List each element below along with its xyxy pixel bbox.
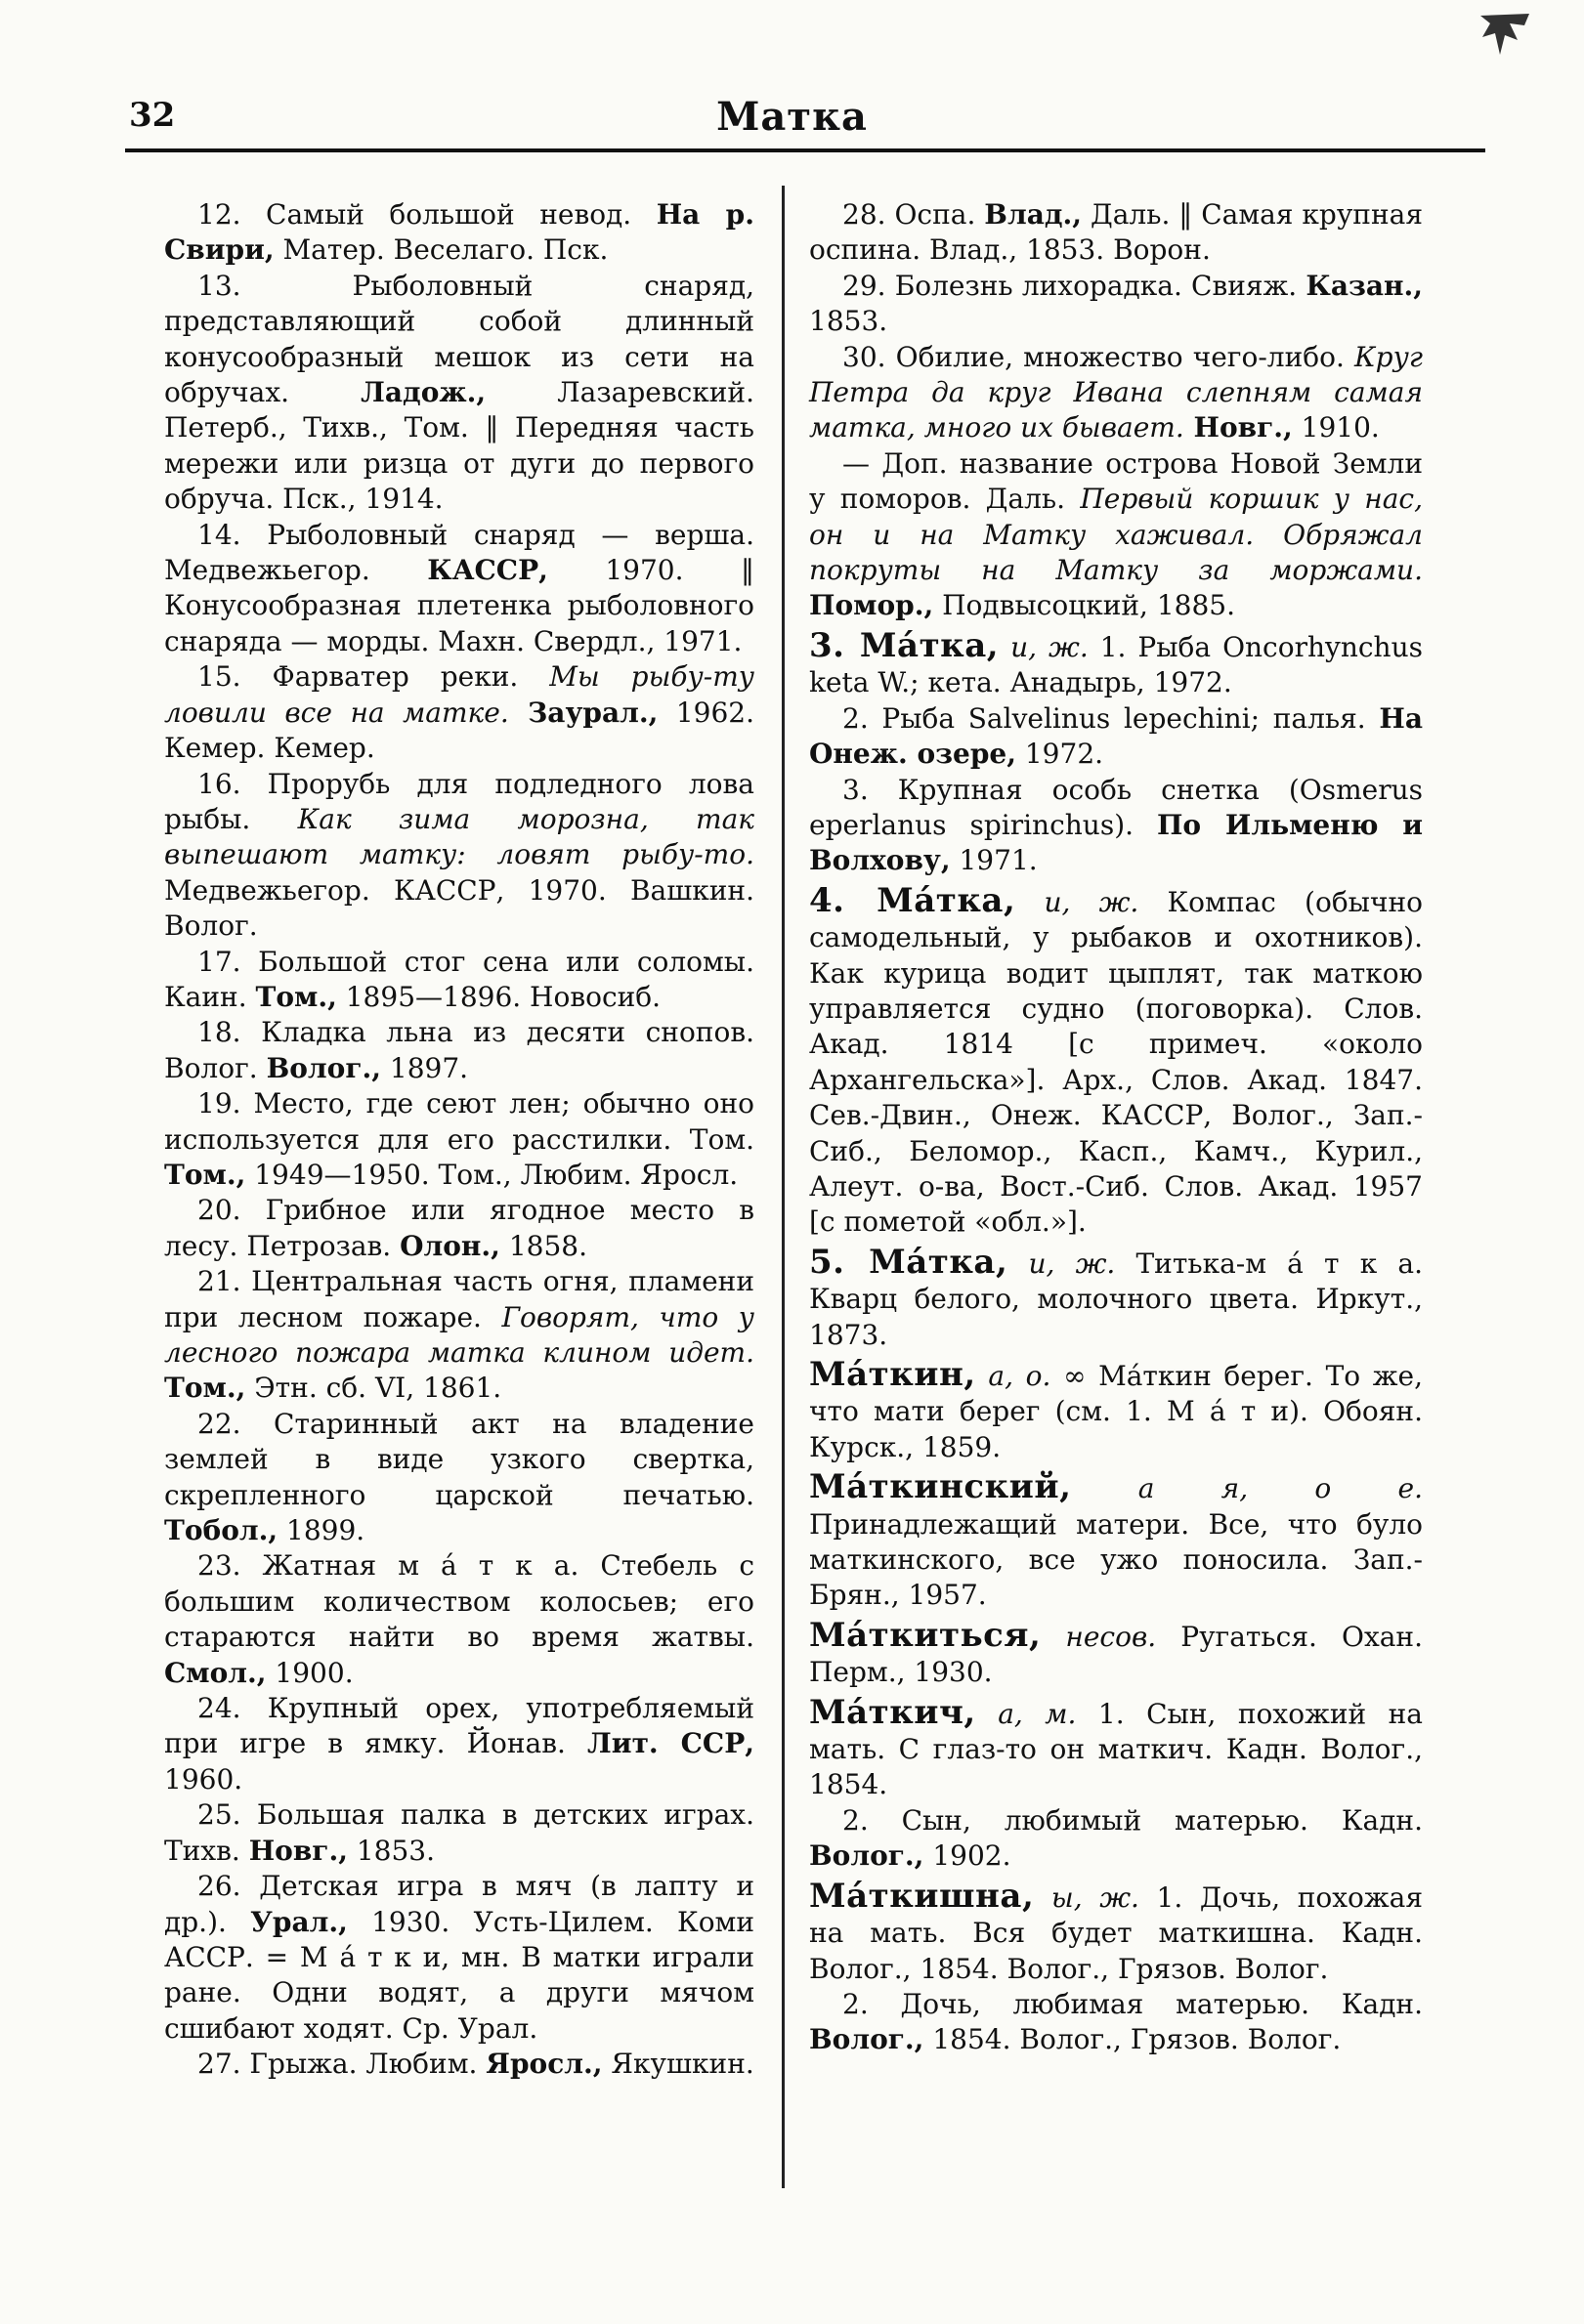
sense-paragraph: [164, 518, 754, 660]
definition: 17. Большой стог сена или соломы. Каин.: [164, 945, 754, 1013]
source-label: Влад.,: [984, 198, 1083, 231]
sense-paragraph: [164, 1797, 754, 1869]
definition: 2. Дочь, любимая матерью. Кадн.: [842, 1987, 1423, 2020]
source-details: 1962. Кемер. Кемер.: [164, 696, 754, 765]
source-label: На р. Свири,: [164, 198, 755, 267]
sense-paragraph: [809, 1803, 1423, 1875]
example: Как зима морозна, так выпешают матку: ловят рыбу-то.: [164, 802, 755, 871]
source-label: Волог.,: [809, 2023, 924, 2056]
sense-paragraph: [164, 767, 754, 945]
definition: 30. Обилие, множество чего-либо.: [842, 340, 1354, 373]
grammar-note: и, ж.: [1015, 885, 1139, 918]
definition: Титька-м á т к а. Кварц белого, молочного цвета. Иркут., 1873.: [809, 1247, 1423, 1351]
grammar-note: ы, ж.: [1034, 1880, 1139, 1914]
sense-paragraph: [164, 2047, 754, 2082]
definition: 25. Большая палка в детских играх. Тихв.: [164, 1798, 754, 1867]
source-label: Тобол.,: [164, 1514, 278, 1547]
source-details: 1910.: [1292, 411, 1380, 444]
sense-paragraph: [164, 1548, 754, 1691]
source-details: Подвысоцкий, 1885.: [933, 589, 1235, 622]
sense-paragraph: [164, 1086, 754, 1193]
definition: 13. Рыболовный снаряд, представляющий собой длинный конусообразный мешок из сети на обручах.: [164, 269, 754, 409]
column-divider: [782, 186, 785, 2188]
source-label: Олон.,: [400, 1229, 500, 1262]
sense-paragraph: [809, 446, 1423, 624]
definition: 19. Место, где сеют лен; обычно оно используется для его расстилки. Том.: [164, 1087, 754, 1156]
source-details: 1930. Усть-Цилем. Коми АССР. = М á т к и, мн. В матки играли ране. Одни водят, а други мячом сшибают ходят. Ср. Урал.: [164, 1905, 754, 2045]
source-details: Лазаревский. Петерб., Тихв., Том. ‖ Передняя часть мережи или ризца от дуги до первого обруча. Пск., 1914.: [164, 376, 754, 516]
sense-paragraph: [809, 197, 1423, 269]
source-label: Помор.,: [809, 589, 934, 622]
definition: 2. Рыба Salvelinus lepechini; палья.: [842, 701, 1380, 735]
definition: 28. Оспа.: [842, 198, 985, 231]
sense-paragraph: [809, 1987, 1423, 2058]
definition: 16. Прорубь для подледного лова рыбы.: [164, 767, 754, 835]
source-details: Якушкин.: [602, 2048, 754, 2081]
source-label: Том.,: [164, 1372, 246, 1405]
definition: 12. Самый большой невод.: [197, 198, 657, 231]
source-label: Волог.,: [809, 1839, 924, 1873]
dictionary-entry: [809, 1357, 1423, 1465]
dictionary-entry: [809, 1242, 1423, 1353]
definition: — Доп. название острова Новой Земли у поморов. Даль.: [809, 446, 1423, 516]
source-label: Казан.,: [1306, 269, 1423, 302]
sense-paragraph: [809, 340, 1423, 446]
source-details: 1853.: [347, 1834, 436, 1867]
headword: Мáткишна,: [809, 1876, 1035, 1916]
definition: 22. Старинный акт на владение землей в виде узкого свертка, скрепленного царской печатью.: [164, 1407, 754, 1511]
headword: Мáткинский,: [809, 1467, 1072, 1507]
running-title: Матка: [716, 94, 868, 140]
sense-paragraph: [164, 197, 754, 269]
source-details: Этн. сб. VI, 1861.: [245, 1372, 502, 1405]
definition: 1. Дочь, похожая на мать. Вся будет маткишна. Кадн. Волог., 1854. Волог., Грязов. Волог.: [809, 1880, 1423, 1985]
dictionary-entry: [809, 625, 1423, 701]
grammar-note: и, ж.: [1007, 1247, 1116, 1280]
example: Говорят, что у лесного пожара матка клином идет.: [164, 1300, 754, 1369]
definition: ∞ Мáткин берег. То же, что мати берег (см. 1. М á т и). Обоян. Курск., 1859.: [809, 1360, 1423, 1463]
source-label: Яросл.,: [486, 2048, 603, 2081]
source-label: Заурал.,: [508, 696, 659, 729]
sense-paragraph: [164, 945, 754, 1016]
source-label: Лит. ССР,: [587, 1727, 755, 1760]
right-column: [809, 197, 1423, 2058]
sense-paragraph: [809, 701, 1423, 773]
dictionary-entry: [809, 1469, 1423, 1614]
definition: 2. Сын, любимый матерью. Кадн.: [842, 1803, 1423, 1837]
entry-number: 4.: [809, 880, 878, 920]
source-label: Волог.,: [266, 1051, 381, 1084]
grammar-note: несов.: [1041, 1620, 1157, 1653]
page-number: 32: [129, 96, 176, 135]
definition: 1. Рыба Oncorhynchus keta W.; кета. Анадырь, 1972.: [809, 630, 1423, 699]
source-label: Ладож.,: [361, 376, 487, 409]
source-details: 1895—1896. Новосиб.: [336, 980, 662, 1013]
source-label: Смол.,: [164, 1656, 267, 1689]
grammar-note: а, м.: [975, 1697, 1077, 1730]
source-details: 1970. ‖ Конусообразная плетенка рыболовного снаряда — морды. Махн. Свердл., 1971.: [164, 554, 754, 657]
headword: Мáткин,: [809, 1355, 976, 1394]
definition: 23. Жатная м á т к а. Стебель с большим количеством колосьев; его стараются найти во время жатвы.: [164, 1549, 754, 1654]
source-details: Матер. Веселаго. Пск.: [274, 233, 609, 267]
sense-paragraph: [164, 1264, 754, 1407]
entry-number: 5.: [809, 1242, 870, 1282]
definition: 21. Центральная часть огня, пламени при лесном пожаре.: [164, 1265, 754, 1333]
sense-paragraph: [164, 1015, 754, 1086]
definition: 24. Крупный орех, употребляемый при игре в ямку. Йонав.: [164, 1692, 754, 1760]
source-details: 1899.: [278, 1514, 365, 1547]
headword: Мáткиться,: [809, 1615, 1042, 1655]
sense-paragraph: [809, 773, 1423, 879]
source-details: 1853.: [809, 305, 888, 338]
definition: 3. Крупная особь снетка (Osmerus eperlanus spirinchus).: [809, 773, 1423, 841]
source-label: По Ильменю и Волхову,: [809, 808, 1423, 877]
definition: 1. Сын, похожий на мать. С глаз-то он маткич. Кадн. Волог., 1854.: [809, 1697, 1423, 1801]
sense-paragraph: [164, 1869, 754, 2047]
example: Первый коршик у нас, он и на Матку хаживал. Обряжал покруты на Матку за моржами.: [809, 483, 1423, 587]
sense-paragraph: [164, 1691, 754, 1797]
definition: Принадлежащий матери. Все, что було маткинского, все ужо поносила. Зап.-Брян., 1957.: [809, 1507, 1423, 1612]
definition: 18. Кладка льна из десяти снопов. Волог.: [164, 1016, 754, 1084]
source-details: 1960.: [164, 1762, 243, 1796]
headword: Мáтка,: [859, 625, 1000, 665]
definition: 14. Рыболовный снаряд — верша. Медвежьегор.: [164, 518, 754, 587]
header-rule: [125, 148, 1485, 152]
source-label: Том.,: [255, 980, 337, 1013]
definition: 15. Фарватер реки.: [197, 660, 550, 694]
sense-paragraph: [164, 269, 754, 518]
source-label: На Онеж. озере,: [809, 701, 1423, 771]
source-label: Новг.,: [248, 1834, 348, 1867]
headword: Мáткич,: [809, 1692, 976, 1732]
dictionary-entry: [809, 880, 1423, 1241]
dictionary-entry: [809, 1692, 1423, 1803]
sense-paragraph: [809, 269, 1423, 340]
source-details: 1854. Волог., Грязов. Волог.: [923, 2023, 1342, 2056]
source-label: Том.,: [164, 1158, 246, 1191]
source-label: Новг.,: [1183, 411, 1293, 444]
dictionary-entry: [809, 1876, 1423, 1987]
source-details: 1949—1950. Том., Любим. Яросл.: [245, 1158, 739, 1191]
grammar-note: а, о.: [975, 1360, 1051, 1392]
definition: Ругаться. Охан. Перм., 1930.: [809, 1620, 1423, 1689]
sense-paragraph: [164, 659, 754, 766]
source-details: Медвежьегор. КАССР, 1970. Вашкин. Волог.: [164, 873, 754, 943]
source-label: Урал.,: [250, 1905, 348, 1938]
definition: Компас (обычно самодельный, у рыбаков и охотников). Как курица водит цыплят, так маткою управляется судно (поговорка). Слов. Акад. 1814 [с примеч. «около Архангельска»]. Арх., Слов. Акад. 1847. Сев.-Двин., Онеж. КАССР, Волог., Зап.-Сиб., Беломор., Касп., Камч., Курил., Алеут. о-ва, Вост.-Сиб. Слов. Акад. 1957 [с пометой «обл.»].: [809, 885, 1423, 1239]
source-details: 1858.: [499, 1229, 587, 1262]
grammar-note: а я, о е.: [1071, 1472, 1423, 1505]
entry-number: 3.: [809, 625, 860, 665]
headword: Мáтка,: [869, 1242, 1008, 1282]
source-details: Даль. ‖ Самая крупная оспина. Влад., 1853. Ворон.: [809, 198, 1423, 267]
definition: 26. Детская игра в мяч (в лапту и др.).: [164, 1870, 754, 1938]
headword: Мáтка,: [877, 880, 1016, 920]
left-column: [164, 197, 754, 2083]
source-details: 1897.: [380, 1051, 469, 1084]
source-label: КАССР,: [427, 554, 548, 587]
sense-paragraph: [164, 1407, 754, 1549]
source-details: 1971.: [950, 844, 1038, 877]
source-details: 1972.: [1015, 738, 1104, 771]
definition: 27. Грыжа. Любим.: [197, 2048, 487, 2081]
definition: 20. Грибное или ягодное место в лесу. Петрозав.: [164, 1194, 754, 1262]
source-details: 1900.: [266, 1656, 354, 1689]
grammar-note: и, ж.: [999, 630, 1089, 663]
corner-ornament-icon: [1471, 6, 1539, 74]
example: Мы рыбу-ту ловили все на матке.: [164, 660, 754, 729]
sense-paragraph: [164, 1193, 754, 1264]
source-details: 1902.: [923, 1839, 1011, 1873]
definition: 29. Болезнь лихорадка. Свияж.: [842, 269, 1306, 302]
example: Круг Петра да круг Ивана слепням самая матка, много их бывает.: [809, 340, 1423, 444]
dictionary-entry: [809, 1615, 1423, 1691]
